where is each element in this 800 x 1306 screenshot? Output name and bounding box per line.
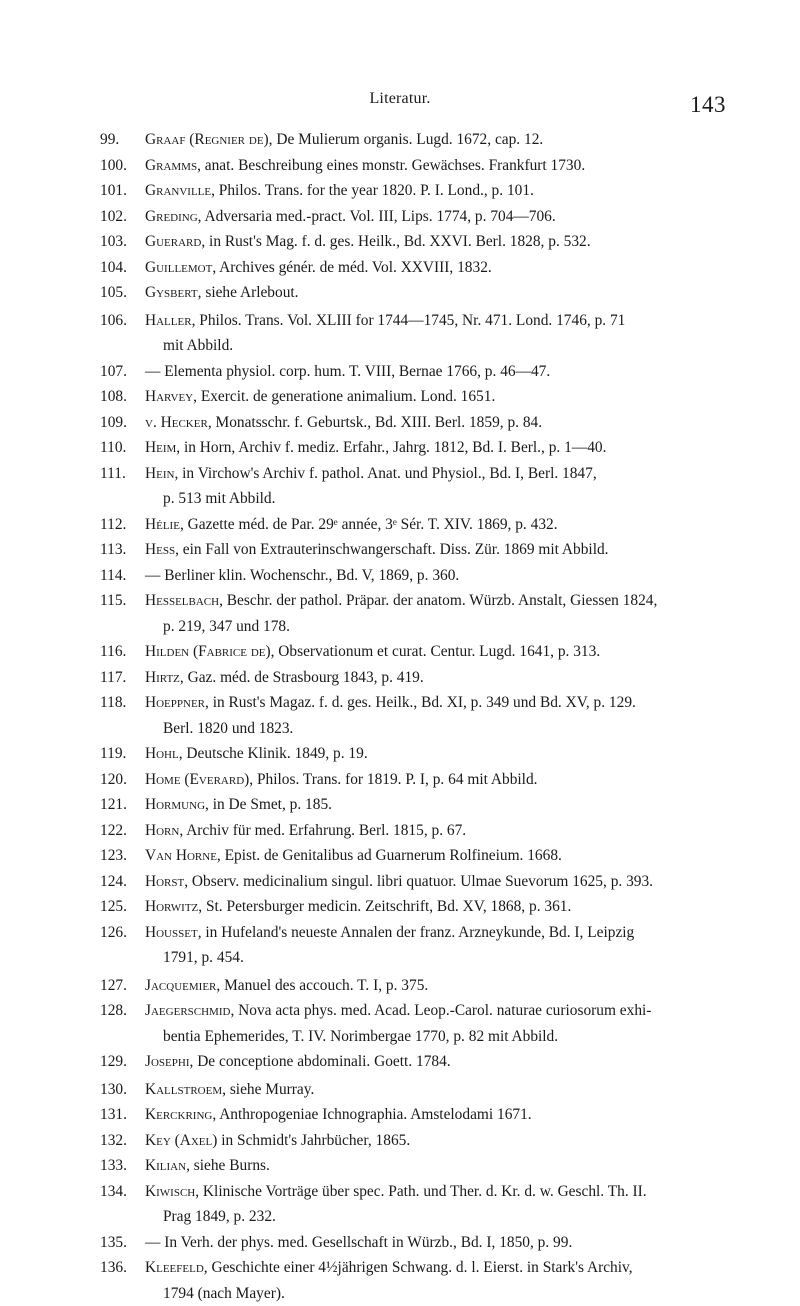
entry-citation: , anat. Beschreibung eines monstr. Gewächses. Frankfurt 1730. xyxy=(197,157,585,174)
entry-text xyxy=(145,1128,760,1154)
bibliography-entry xyxy=(100,920,760,971)
entry-author: Housset xyxy=(145,924,198,941)
entry-citation: , in Rust's Mag. f. d. ges. Heilk., Bd. XXVI. Berl. 1828, p. 532. xyxy=(201,233,590,250)
entry-first-line xyxy=(145,1049,760,1075)
bibliography-entry xyxy=(100,435,760,461)
entry-text xyxy=(145,843,760,869)
entry-continuation-line xyxy=(145,716,760,742)
entry-author: Guerard xyxy=(145,233,201,250)
entry-citation: , Philos. Trans. for the year 1820. P. I. Lond., p. 101. xyxy=(211,182,534,199)
bibliography-entry xyxy=(100,818,760,844)
entry-first-line xyxy=(145,588,760,614)
entry-number: 117. xyxy=(100,665,145,691)
entry-number: 107. xyxy=(100,359,145,385)
entry-citation: mit Abbild. xyxy=(163,337,233,354)
bibliography-entry xyxy=(100,1230,760,1256)
entry-citation: , Adversaria med.-pract. Vol. III, Lips. 1774, p. 704—706. xyxy=(198,208,556,225)
entry-first-line xyxy=(145,563,760,589)
entry-first-line xyxy=(145,537,760,563)
entry-author: Hein xyxy=(145,465,174,482)
entry-number: 104. xyxy=(100,255,145,281)
entry-first-line xyxy=(145,512,760,538)
bibliography-entry xyxy=(100,1049,760,1075)
entry-citation: , ein Fall von Extrauterinschwangerschaft. Diss. Zür. 1869 mit Abbild. xyxy=(175,541,608,558)
bibliography-entry xyxy=(100,461,760,512)
bibliography-entry xyxy=(100,690,760,741)
entry-author: Kallstroem xyxy=(145,1081,222,1098)
entry-text xyxy=(145,741,760,767)
entry-text xyxy=(145,178,760,204)
entry-continuation-line xyxy=(145,486,760,512)
entry-citation: 1791, p. 454. xyxy=(163,949,244,966)
entry-author: Granville xyxy=(145,182,211,199)
entry-text xyxy=(145,869,760,895)
entry-first-line xyxy=(145,229,760,255)
entry-number: 121. xyxy=(100,792,145,818)
entry-author: Jacquemier xyxy=(145,977,216,994)
entry-author: Kiwisch xyxy=(145,1183,195,1200)
entry-continuation-line xyxy=(145,614,760,640)
bibliography-entry xyxy=(100,512,760,538)
entry-citation: p. 219, 347 und 178. xyxy=(163,618,290,635)
entry-text xyxy=(145,639,760,665)
entry-author: Graaf (Regnier de) xyxy=(145,131,269,148)
entry-number: 102. xyxy=(100,204,145,230)
entry-first-line xyxy=(145,920,760,946)
page-number: 143 xyxy=(690,92,726,118)
entry-text xyxy=(145,229,760,255)
entry-first-line xyxy=(145,308,760,334)
entry-author: Van Horne xyxy=(145,847,217,864)
entry-first-line xyxy=(145,973,760,999)
entry-text xyxy=(145,204,760,230)
entry-author: Hess xyxy=(145,541,175,558)
entry-number: 119. xyxy=(100,741,145,767)
bibliography-entry xyxy=(100,665,760,691)
entry-author: Hormung xyxy=(145,796,205,813)
entry-citation: , Philos. Trans. for 1819. P. I, p. 64 mit Abbild. xyxy=(249,771,537,788)
entry-author: Jaegerschmid xyxy=(145,1002,230,1019)
bibliography-entry xyxy=(100,1153,760,1179)
entry-first-line xyxy=(145,204,760,230)
bibliography-entry xyxy=(100,588,760,639)
entry-text xyxy=(145,563,760,589)
entry-citation: , siehe Murray. xyxy=(222,1081,314,1098)
entry-continuation-line xyxy=(145,1281,760,1306)
entry-text xyxy=(145,690,760,741)
entry-number: 123. xyxy=(100,843,145,869)
entry-text xyxy=(145,767,760,793)
entry-text xyxy=(145,308,760,359)
entry-author: Hirtz xyxy=(145,669,180,686)
entry-number: 100. xyxy=(100,153,145,179)
bibliography-entry xyxy=(100,1255,760,1306)
entry-continuation-line xyxy=(145,1204,760,1230)
bibliography-entry xyxy=(100,410,760,436)
entry-number: 108. xyxy=(100,384,145,410)
entry-first-line xyxy=(145,843,760,869)
entry-citation: , Nova acta phys. med. Acad. Leop.-Carol. naturae curiosorum exhi- xyxy=(230,1002,651,1019)
entry-text xyxy=(145,435,760,461)
entry-first-line xyxy=(145,1102,760,1128)
entry-text xyxy=(145,1255,760,1306)
entry-number: 127. xyxy=(100,973,145,999)
entry-author: Hesselbach xyxy=(145,592,219,609)
entry-number: 118. xyxy=(100,690,145,741)
entry-citation: , Gaz. méd. de Strasbourg 1843, p. 419. xyxy=(180,669,424,686)
entry-citation: , Archiv für med. Erfahrung. Berl. 1815, p. 67. xyxy=(179,822,466,839)
entry-citation: p. 513 mit Abbild. xyxy=(163,490,275,507)
entry-first-line xyxy=(145,818,760,844)
entry-citation: — Berliner klin. Wochenschr., Bd. V, 1869, p. 360. xyxy=(145,567,459,584)
bibliography-entry xyxy=(100,178,760,204)
entry-text xyxy=(145,973,760,999)
entry-number: 114. xyxy=(100,563,145,589)
entry-first-line xyxy=(145,869,760,895)
entry-author: Harvey xyxy=(145,388,193,405)
bibliography-entry xyxy=(100,280,760,306)
entry-number: 103. xyxy=(100,229,145,255)
entry-number: 131. xyxy=(100,1102,145,1128)
entry-citation: , Archives génér. de méd. Vol. XXVIII, 1832. xyxy=(212,259,491,276)
entry-number: 113. xyxy=(100,537,145,563)
entry-text xyxy=(145,153,760,179)
bibliography-entry xyxy=(100,767,760,793)
entry-number: 101. xyxy=(100,178,145,204)
entry-first-line xyxy=(145,767,760,793)
entry-first-line xyxy=(145,280,760,306)
bibliography-entry xyxy=(100,1179,760,1230)
entry-citation: , in Rust's Magaz. f. d. ges. Heilk., Bd. XI, p. 349 und Bd. XV, p. 129. xyxy=(205,694,636,711)
bibliography-entry xyxy=(100,741,760,767)
entry-author: Horst xyxy=(145,873,184,890)
bibliography-entry xyxy=(100,359,760,385)
entry-citation: — In Verh. der phys. med. Gesellschaft in Würzb., Bd. I, 1850, p. 99. xyxy=(145,1234,572,1251)
bibliography-entry xyxy=(100,308,760,359)
entry-text xyxy=(145,1102,760,1128)
bibliography-entry xyxy=(100,869,760,895)
bibliography-entry xyxy=(100,998,760,1049)
entry-citation: , siehe Burns. xyxy=(186,1157,270,1174)
entry-number: 124. xyxy=(100,869,145,895)
entry-number: 110. xyxy=(100,435,145,461)
entry-citation: , Anthropogeniae Ichnographia. Amstelodami 1671. xyxy=(212,1106,531,1123)
entry-citation: , St. Petersburger medicin. Zeitschrift, Bd. XV, 1868, p. 361. xyxy=(198,898,571,915)
entry-citation: , in De Smet, p. 185. xyxy=(205,796,332,813)
entry-first-line xyxy=(145,741,760,767)
entry-citation: Prag 1849, p. 232. xyxy=(163,1208,276,1225)
entry-author: Home (Everard) xyxy=(145,771,249,788)
entry-number: 105. xyxy=(100,280,145,306)
entry-text xyxy=(145,665,760,691)
entry-author: Gysbert xyxy=(145,284,198,301)
bibliography-entry xyxy=(100,973,760,999)
entry-text xyxy=(145,255,760,281)
entry-number: 111. xyxy=(100,461,145,512)
entry-continuation-line xyxy=(145,1024,760,1050)
entry-citation: , Deutsche Klinik. 1849, p. 19. xyxy=(179,745,368,762)
bibliography-entry xyxy=(100,537,760,563)
entry-author: Key (Axel) xyxy=(145,1132,217,1149)
entry-citation: bentia Ephemerides, T. IV. Norimbergae 1770, p. 82 mit Abbild. xyxy=(163,1028,558,1045)
bibliography-entry xyxy=(100,894,760,920)
bibliography-entry xyxy=(100,1128,760,1154)
bibliography-entry xyxy=(100,792,760,818)
entry-number: 99. xyxy=(100,127,145,153)
bibliography-entry xyxy=(100,563,760,589)
entry-citation: 1794 (nach Mayer). xyxy=(163,1285,285,1302)
entry-citation: , in Horn, Archiv f. mediz. Erfahr., Jahrg. 1812, Bd. I. Berl., p. 1—40. xyxy=(176,439,606,456)
bibliography-entry xyxy=(100,384,760,410)
entry-citation: , Beschr. der pathol. Präpar. der anatom. Würzb. Anstalt, Giessen 1824, xyxy=(219,592,657,609)
entry-number: 136. xyxy=(100,1255,145,1306)
entry-text xyxy=(145,920,760,971)
entry-number: 125. xyxy=(100,894,145,920)
entry-text xyxy=(145,1230,760,1256)
entry-citation: , De Mulierum organis. Lugd. 1672, cap. 12. xyxy=(269,131,544,148)
entry-first-line xyxy=(145,690,760,716)
entry-citation: , Manuel des accouch. T. I, p. 375. xyxy=(216,977,428,994)
entry-text xyxy=(145,1077,760,1103)
entry-citation: , Observ. medicinalium singul. libri quatuor. Ulmae Suevorum 1625, p. 393. xyxy=(184,873,653,890)
entry-author: v. Hecker xyxy=(145,414,208,431)
entry-citation: , Geschichte einer 4½jährigen Schwang. d. l. Eierst. in Stark's Archiv, xyxy=(204,1259,633,1276)
entry-text xyxy=(145,410,760,436)
entry-number: 126. xyxy=(100,920,145,971)
entry-author: Kilian xyxy=(145,1157,186,1174)
entry-number: 116. xyxy=(100,639,145,665)
entry-citation: in Schmidt's Jahrbücher, 1865. xyxy=(217,1132,410,1149)
entry-continuation-line xyxy=(145,333,760,359)
bibliography-entry xyxy=(100,639,760,665)
entry-author: Gramms xyxy=(145,157,197,174)
bibliography-entry xyxy=(100,1077,760,1103)
entry-first-line xyxy=(145,178,760,204)
entry-citation: Berl. 1820 und 1823. xyxy=(163,720,293,737)
entry-author: Hilden (Fabrice de) xyxy=(145,643,271,660)
bibliography-list xyxy=(100,127,760,1306)
entry-number: 132. xyxy=(100,1128,145,1154)
bibliography-entry xyxy=(100,153,760,179)
entry-citation: — Elementa physiol. corp. hum. T. VIII, Bernae 1766, p. 46—47. xyxy=(145,363,550,380)
entry-author: Greding xyxy=(145,208,198,225)
entry-first-line xyxy=(145,1128,760,1154)
entry-citation: , in Virchow's Archiv f. pathol. Anat. und Physiol., Bd. I, Berl. 1847, xyxy=(174,465,596,482)
bibliography-entry xyxy=(100,204,760,230)
entry-number: 129. xyxy=(100,1049,145,1075)
bibliography-entry xyxy=(100,1102,760,1128)
entry-text xyxy=(145,998,760,1049)
entry-number: 130. xyxy=(100,1077,145,1103)
entry-text xyxy=(145,461,760,512)
entry-number: 122. xyxy=(100,818,145,844)
entry-first-line xyxy=(145,1255,760,1281)
entry-number: 115. xyxy=(100,588,145,639)
bibliography-entry xyxy=(100,843,760,869)
entry-first-line xyxy=(145,384,760,410)
entry-citation: , in Hufeland's neueste Annalen der franz. Arzneykunde, Bd. I, Leipzig xyxy=(198,924,635,941)
entry-text xyxy=(145,792,760,818)
entry-first-line xyxy=(145,410,760,436)
entry-author: Horwitz xyxy=(145,898,198,915)
entry-citation: , Philos. Trans. Vol. XLIII for 1744—1745, Nr. 471. Lond. 1746, p. 71 xyxy=(192,312,626,329)
entry-citation: , Gazette méd. de Par. 29ᵉ année, 3ᵉ Sér. T. XIV. 1869, p. 432. xyxy=(180,516,558,533)
entry-number: 135. xyxy=(100,1230,145,1256)
entry-text xyxy=(145,537,760,563)
entry-text xyxy=(145,127,760,153)
entry-citation: , Monatsschr. f. Geburtsk., Bd. XIII. Berl. 1859, p. 84. xyxy=(208,414,542,431)
entry-first-line xyxy=(145,255,760,281)
entry-first-line xyxy=(145,665,760,691)
entry-first-line xyxy=(145,153,760,179)
entry-first-line xyxy=(145,359,760,385)
entry-author: Guillemot xyxy=(145,259,212,276)
entry-author: Hélie xyxy=(145,516,180,533)
entry-number: 109. xyxy=(100,410,145,436)
entry-text xyxy=(145,280,760,306)
entry-author: Heim xyxy=(145,439,176,456)
entry-first-line xyxy=(145,792,760,818)
entry-author: Haller xyxy=(145,312,192,329)
entry-number: 128. xyxy=(100,998,145,1049)
entry-author: Kerckring xyxy=(145,1106,212,1123)
entry-first-line xyxy=(145,998,760,1024)
entry-text xyxy=(145,359,760,385)
entry-author: Kleefeld xyxy=(145,1259,204,1276)
bibliography-entry xyxy=(100,127,760,153)
entry-citation: , De conceptione abdominali. Goett. 1784. xyxy=(190,1053,451,1070)
entry-text xyxy=(145,1153,760,1179)
entry-author: Josephi xyxy=(145,1053,190,1070)
entry-citation: , Observationum et curat. Centur. Lugd. 1641, p. 313. xyxy=(271,643,601,660)
entry-number: 112. xyxy=(100,512,145,538)
entry-citation: , Epist. de Genitalibus ad Guarnerum Rolfineium. 1668. xyxy=(217,847,562,864)
entry-first-line xyxy=(145,127,760,153)
entry-number: 133. xyxy=(100,1153,145,1179)
entry-number: 106. xyxy=(100,308,145,359)
entry-continuation-line xyxy=(145,945,760,971)
entry-first-line xyxy=(145,461,760,487)
entry-first-line xyxy=(145,639,760,665)
entry-author: Hohl xyxy=(145,745,179,762)
entry-author: Horn xyxy=(145,822,179,839)
entry-text xyxy=(145,894,760,920)
bibliography-entry xyxy=(100,229,760,255)
entry-first-line xyxy=(145,894,760,920)
entry-citation: , Klinische Vorträge über spec. Path. und Ther. d. Kr. d. w. Geschl. Th. II. xyxy=(195,1183,646,1200)
entry-citation: , siehe Arlebout. xyxy=(198,284,299,301)
entry-text xyxy=(145,512,760,538)
entry-author: Hoeppner xyxy=(145,694,205,711)
entry-text xyxy=(145,1179,760,1230)
entry-number: 120. xyxy=(100,767,145,793)
running-header: Literatur. xyxy=(0,90,800,108)
entry-first-line xyxy=(145,1179,760,1205)
entry-text xyxy=(145,1049,760,1075)
entry-number: 134. xyxy=(100,1179,145,1230)
entry-text xyxy=(145,384,760,410)
entry-first-line xyxy=(145,1153,760,1179)
entry-first-line xyxy=(145,1230,760,1256)
entry-citation: , Exercit. de generatione animalium. Lond. 1651. xyxy=(193,388,495,405)
entry-first-line xyxy=(145,1077,760,1103)
bibliography-entry xyxy=(100,255,760,281)
entry-text xyxy=(145,818,760,844)
entry-text xyxy=(145,588,760,639)
entry-first-line xyxy=(145,435,760,461)
